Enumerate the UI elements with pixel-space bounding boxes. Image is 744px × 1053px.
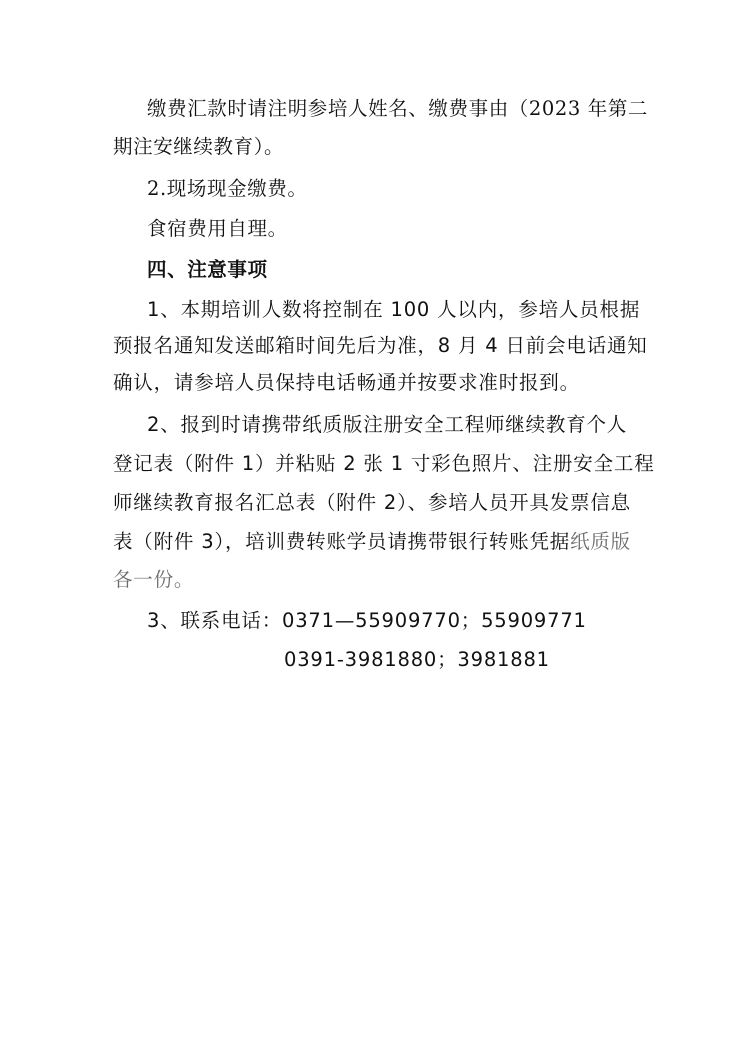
item-2-line: 师继续教育报名汇总表（附件 2）、参培人员开具发票信息 — [113, 491, 631, 514]
item-2-line: 2、报到时请携带纸质版注册安全工程师继续教育个人 — [147, 413, 628, 436]
contact-phone-line: 0391-3981880；3981881 — [284, 648, 550, 671]
item-2-line — [113, 529, 631, 555]
paragraph-line: 缴费汇款时请注明参培人姓名、缴费事由（2023 年第二 — [147, 97, 649, 120]
item-1-line: 预报名通知发送邮箱时间先后为准，8 月 4 日前会电话通知 — [113, 334, 648, 357]
item-2-line-text: 表（附件 3），培训费转账学员请携带银行转账凭据 — [113, 530, 571, 553]
item-2-line: 登记表（附件 1）并粘贴 2 张 1 寸彩色照片、注册安全工程 — [113, 452, 655, 475]
contact-phone-line: 3、联系电话：0371—55909770；55909771 — [147, 609, 587, 632]
item-1-line: 1、本期培训人数将控制在 100 人以内，参培人员根据 — [147, 298, 641, 321]
item-2-line-faded-text: 纸质版 — [570, 530, 631, 553]
item-2-line: 各一份。 — [113, 568, 195, 591]
item-1-line: 确认，请参培人员保持电话畅通并按要求准时报到。 — [113, 371, 580, 394]
paragraph-line: 期注安继续教育）。 — [113, 135, 285, 158]
section-heading: 四、注意事项 — [147, 258, 268, 281]
accommodation-note: 食宿费用自理。 — [147, 217, 288, 240]
payment-method-cash: 2.现场现金缴费。 — [147, 177, 308, 200]
